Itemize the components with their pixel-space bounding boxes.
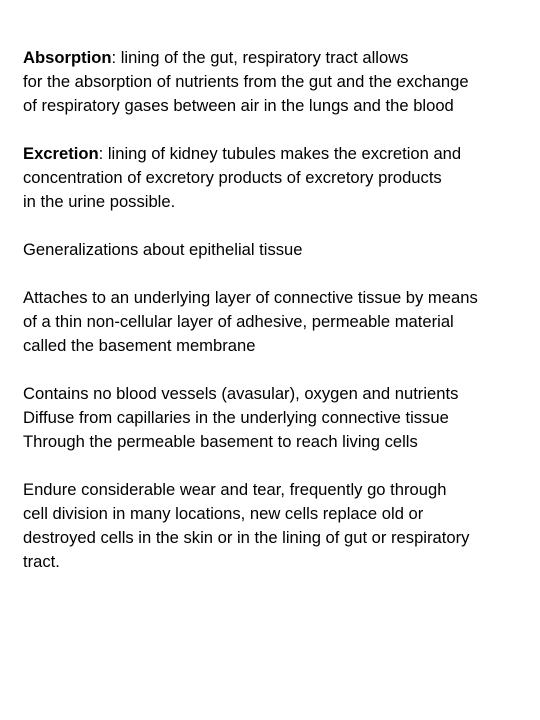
endure-line-4: tract. [23, 552, 60, 571]
generalizations-heading-text: Generalizations about epithelial tissue [23, 240, 303, 259]
excretion-line-3: in the urine possible. [23, 192, 176, 211]
endure-paragraph [23, 478, 533, 574]
vessels-line-1: Contains no blood vessels (avasular), oxygen and nutrients [23, 384, 459, 403]
excretion-line-2: concentration of excretory products of excretory products [23, 168, 442, 187]
endure-line-3: destroyed cells in the skin or in the lining of gut or respiratory [23, 528, 470, 547]
attaches-line-2: of a thin non-cellular layer of adhesive, permeable material [23, 312, 454, 331]
excretion-paragraph [23, 142, 533, 214]
absorption-paragraph [23, 46, 533, 118]
attaches-paragraph [23, 286, 533, 358]
absorption-line-1 [23, 46, 533, 70]
vessels-line-3: Through the permeable basement to reach living cells [23, 432, 418, 451]
vessels-line-2: Diffuse from capillaries in the underlying connective tissue [23, 408, 449, 427]
vessels-paragraph [23, 382, 533, 454]
endure-line-1: Endure considerable wear and tear, frequently go through [23, 480, 447, 499]
absorption-line-3: of respiratory gases between air in the lungs and the blood [23, 96, 454, 115]
absorption-term: Absorption [23, 48, 112, 67]
document-page [23, 46, 533, 598]
absorption-line-2: for the absorption of nutrients from the gut and the exchange [23, 72, 469, 91]
attaches-line-1: Attaches to an underlying layer of connective tissue by means [23, 288, 478, 307]
attaches-line-3: called the basement membrane [23, 336, 256, 355]
endure-line-2: cell division in many locations, new cells replace old or [23, 504, 424, 523]
excretion-text-1: : lining of kidney tubules makes the excretion and [98, 144, 462, 163]
excretion-term: Excretion [23, 144, 99, 163]
absorption-text-1: : lining of the gut, respiratory tract allows [111, 48, 409, 67]
generalizations-heading [23, 238, 533, 262]
excretion-line-1 [23, 142, 533, 166]
